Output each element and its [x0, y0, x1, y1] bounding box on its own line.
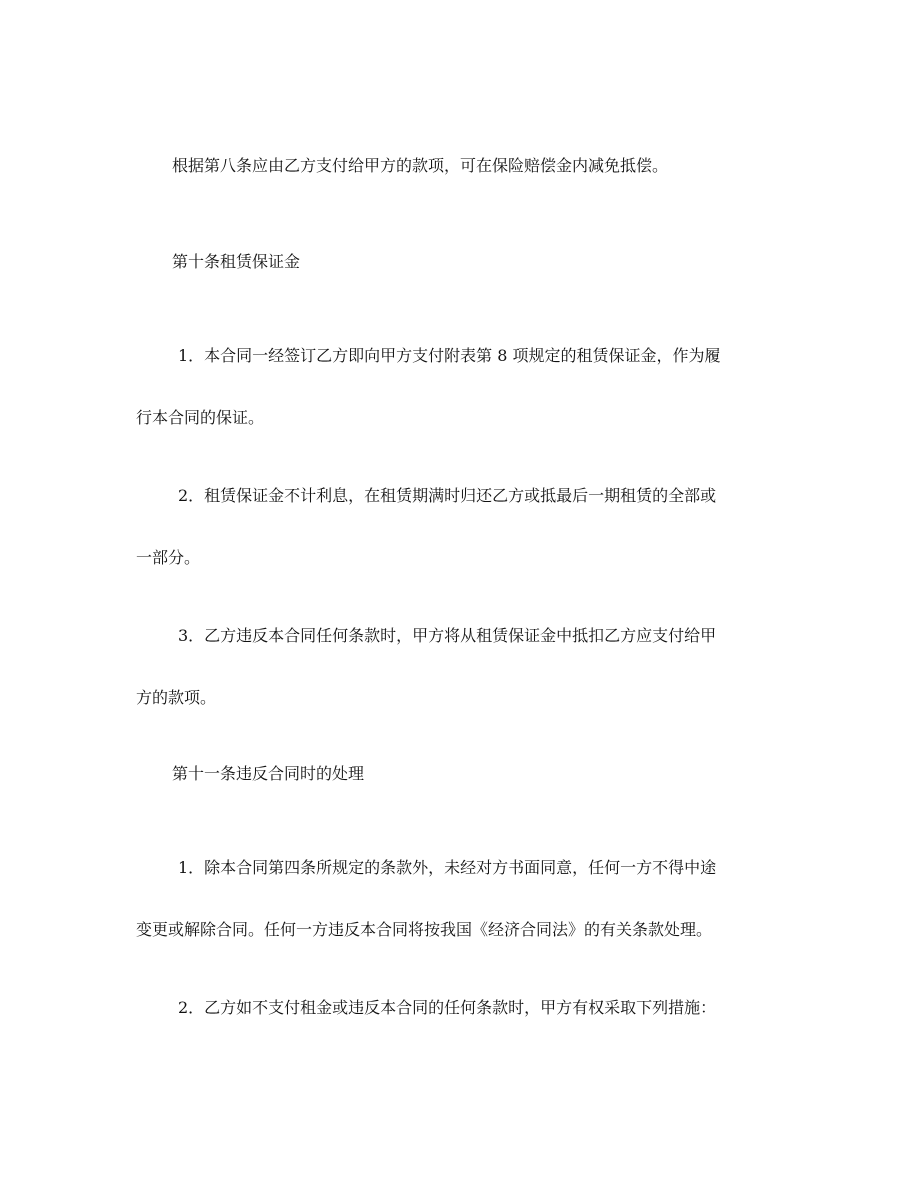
- paragraph-line: 一部分。: [136, 548, 201, 567]
- paragraph-line: 变更或解除合同。任何一方违反本合同将按我国《经济合同法》的有关条款处理。: [136, 920, 713, 939]
- clause-10-2: [136, 486, 717, 567]
- section-heading-article-11: [172, 766, 364, 782]
- heading-text: 第十一条违反合同时的处理: [172, 764, 365, 783]
- paragraph-line: 3．乙方违反本合同任何条款时，甲方将从租赁保证金中抵扣乙方应支付给甲: [178, 626, 717, 645]
- clause-10-1: [136, 346, 721, 427]
- paragraph-line: 方的款项。: [136, 688, 217, 707]
- paragraph-line: 2．租赁保证金不计利息，在租赁期满时归还乙方或抵最后一期租赁的全部或: [178, 486, 717, 505]
- clause-10-3: [136, 626, 717, 707]
- heading-text: 第十条租赁保证金: [172, 252, 301, 271]
- paragraph-line: 2．乙方如不支付租金或违反本合同的任何条款时，甲方有权采取下列措施：: [178, 998, 717, 1017]
- paragraph-line: 根据第八条应由乙方支付给甲方的款项，可在保险赔偿金内减免抵偿。: [172, 156, 669, 175]
- paragraph-insurance-offset: [172, 158, 668, 174]
- paragraph-line: 1．除本合同第四条所规定的条款外，未经对方书面同意，任何一方不得中途: [178, 858, 717, 877]
- clause-11-1: [136, 858, 717, 939]
- section-heading-article-10: [172, 254, 300, 270]
- paragraph-line: 1．本合同一经签订乙方即向甲方支付附表第 8 项规定的租赁保证金，作为履: [178, 346, 721, 365]
- clause-11-2: [178, 1000, 716, 1016]
- paragraph-line: 行本合同的保证。: [136, 408, 265, 427]
